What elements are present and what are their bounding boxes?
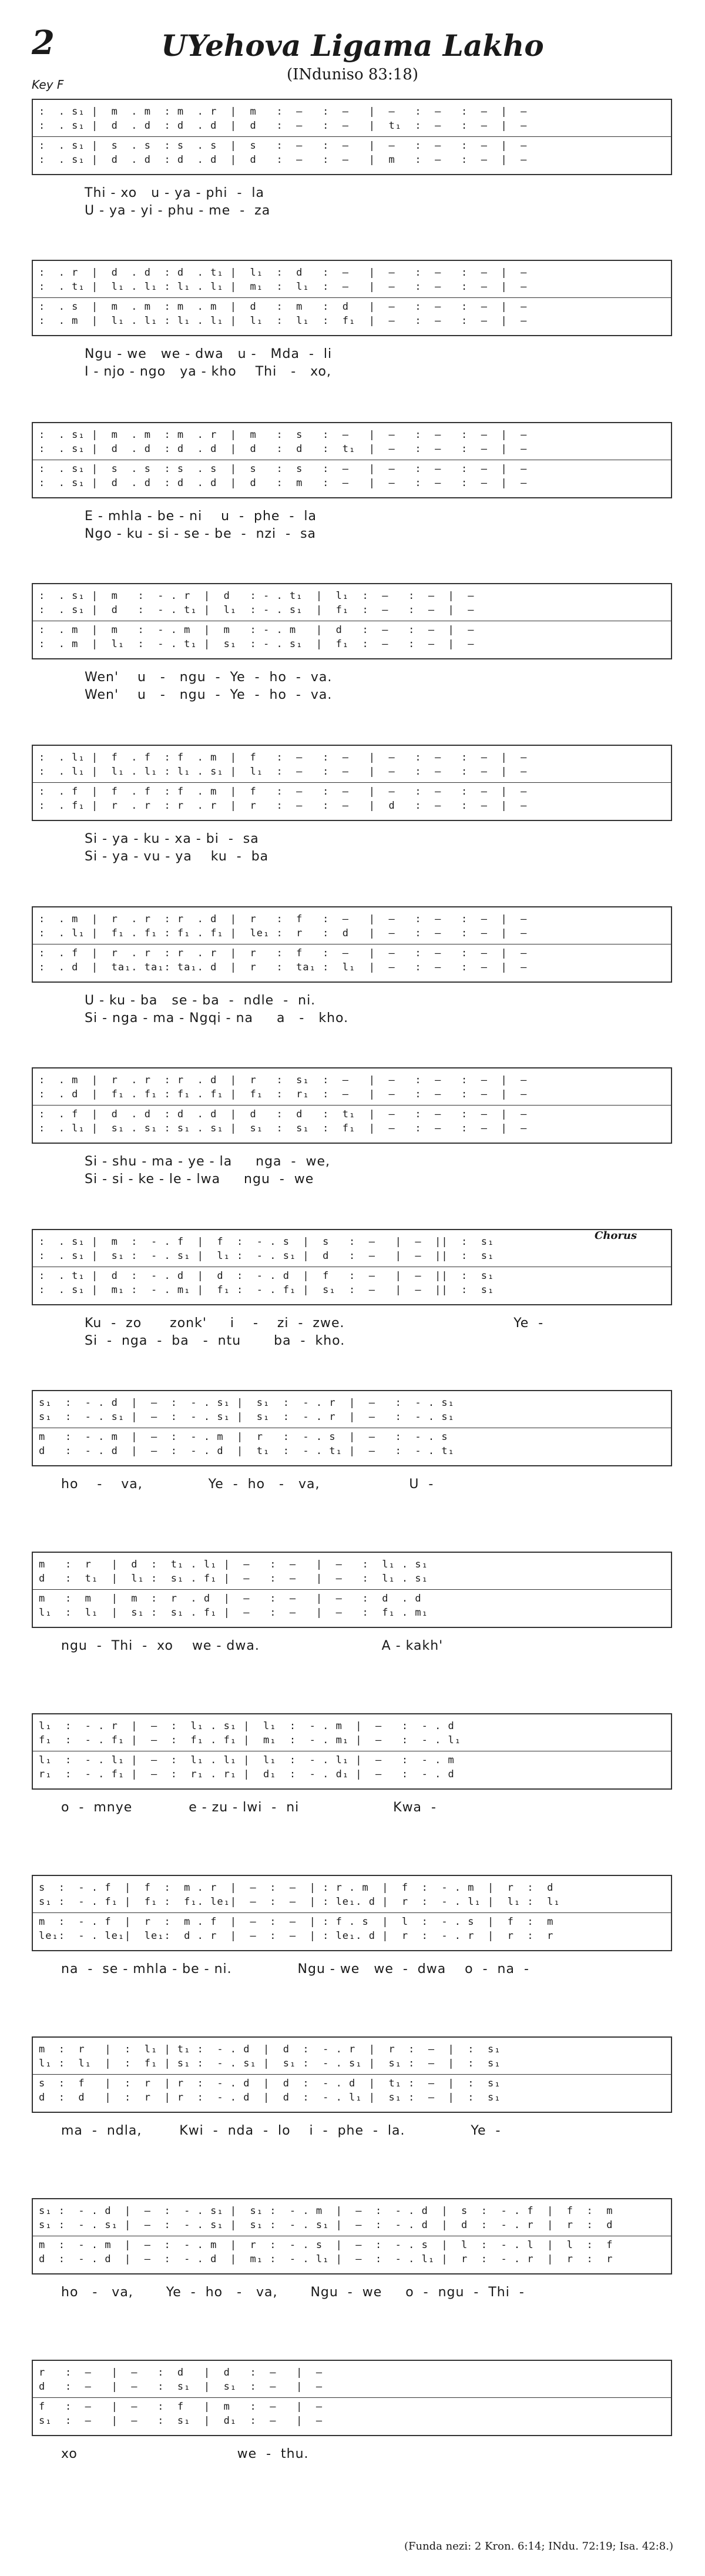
lyric-line: Si - si - ke - le - lwa ngu - we	[85, 1172, 314, 1187]
solfa-notes: d : - . d | — : - . d | t₁ : - . t₁ | — : - . t₁	[39, 1445, 455, 1457]
staff-divider	[33, 297, 671, 298]
voice-line	[33, 267, 671, 281]
voice-line	[33, 2219, 671, 2233]
staff-divider	[33, 1912, 671, 1913]
solfa-notes: d : t₁ | l₁ : s₁ . f₁ | — : — | — : l₁ . s₁	[39, 1573, 428, 1585]
solfa-notes: : . s₁ | m . m : m . r | m : s : — | — : — : — | —	[39, 429, 528, 441]
solfa-notes: : . l₁ | s₁ . s₁ : s₁ . s₁ | s₁ : s₁ : f₁ | — : — : — | —	[39, 1123, 528, 1134]
solfa-notes: d : - . d | — : - . d | m₁ : - . l₁ | — : - . l₁ | r : - . r | r : r	[39, 2253, 613, 2265]
voice-line	[33, 2058, 671, 2072]
lyric-line: Thi - xo u - ya - phi - la	[85, 186, 265, 200]
lyric-line: na - se - mhla - be - ni. Ngu - we we - dwa o - na -	[61, 1962, 529, 1977]
voice-line	[33, 1123, 671, 1137]
voice-line	[33, 154, 671, 168]
voice-line	[33, 1734, 671, 1748]
voice-line	[33, 1559, 671, 1573]
voice-line	[33, 1593, 671, 1607]
lyric-line: Ngo - ku - si - se - be - nzi - sa	[85, 527, 317, 541]
solfa-notes: d : — | — : s₁ | s₁ : — | —	[39, 2381, 323, 2393]
voice-line	[33, 1108, 671, 1123]
solfa-notes: : . l₁ | f₁ . f₁ : f₁ . f₁ | le₁ : r : d | — : — : — | —	[39, 927, 528, 939]
lyric-line: ho - va, Ye - ho - va, U -	[61, 1477, 434, 1492]
staff-divider	[33, 782, 671, 783]
solfa-notes: : . s₁ | s . s : s . s | s : — : — | — : — : — | —	[39, 140, 528, 152]
lyric-line: Si - nga - ba - ntu ba - kho.	[85, 1334, 345, 1348]
music-system	[32, 99, 672, 175]
lyric-line: Si - nga - ma - Ngqi - na a - kho.	[85, 1011, 349, 1026]
voice-line	[33, 2253, 671, 2267]
staff-divider	[33, 1105, 671, 1106]
voice-line	[33, 315, 671, 329]
lyric-line: Si - ya - vu - ya ku - ba	[85, 849, 269, 864]
solfa-notes: m : r | : l₁ | t₁ : - . d | d : - . r | r : — | : s₁	[39, 2044, 501, 2055]
voice-line	[33, 800, 671, 814]
voice-line	[33, 1411, 671, 1425]
lyric-line: U - ya - yi - phu - me - za	[85, 203, 271, 218]
solfa-notes: l₁ : l₁ | s₁ : s₁ . f₁ | — : — | — : f₁ . m₁	[39, 1607, 428, 1619]
voice-line	[33, 2092, 671, 2106]
solfa-notes: m : - . m | — : - . m | r : - . s | — : - . s | l : - . l | l : f	[39, 2239, 613, 2251]
lyric-line: ho - va, Ye - ho - va, Ngu - we o - ngu - Thi -	[61, 2285, 525, 2300]
voice-line	[33, 1397, 671, 1411]
solfa-notes: l₁ : l₁ | : f₁ | s₁ : - . s₁ | s₁ : - . s₁ | s₁ : — | : s₁	[39, 2058, 501, 2069]
voice-line	[33, 443, 671, 457]
voice-line	[33, 624, 671, 638]
music-system	[32, 745, 672, 821]
voice-line	[33, 590, 671, 604]
voice-line	[33, 962, 671, 976]
voice-line	[33, 766, 671, 780]
voice-line	[33, 2205, 671, 2219]
voice-line	[33, 1284, 671, 1298]
solfa-notes: : . s₁ | s₁ : - . s₁ | l₁ : - . s₁ | d : — | — || : s₁	[39, 1250, 495, 1262]
solfa-notes: : . d | ta₁. ta₁: ta₁. d | r : ta₁ : l₁ | — : — : — | —	[39, 962, 528, 973]
solfa-notes: d : d | : r | r : - . d | d : - . l₁ | s₁ : — | : s₁	[39, 2092, 501, 2103]
voice-line	[33, 301, 671, 315]
voice-line	[33, 2415, 671, 2429]
solfa-notes: s₁ : - . d | — : - . s₁ | s₁ : - . m | — : - . d | s : - . f | f : m	[39, 2205, 613, 2217]
voice-line	[33, 1882, 671, 1896]
solfa-notes: : . m | r . r : r . d | r : s₁ : — | — : — : — | —	[39, 1074, 528, 1086]
voice-line	[33, 2367, 671, 2381]
lyric-line: I - njo - ngo ya - kho Thi - xo,	[85, 364, 331, 379]
voice-line	[33, 752, 671, 766]
staff-divider	[33, 2074, 671, 2075]
voice-line	[33, 2078, 671, 2092]
staff-divider	[33, 136, 671, 137]
voice-line	[33, 638, 671, 652]
scripture-reference: (INduniso 83:18)	[287, 66, 418, 83]
voice-line	[33, 786, 671, 800]
voice-line	[33, 1431, 671, 1445]
voice-line	[33, 2381, 671, 2395]
music-system	[32, 1552, 672, 1628]
solfa-notes: r : — | — : d | d : — | —	[39, 2367, 323, 2379]
solfa-notes: : . m | m : - . m | m : - . m | d : — : — | —	[39, 624, 475, 636]
voice-line	[33, 463, 671, 477]
solfa-notes: : . t₁ | d : - . d | d : - . d | f : — | — || : s₁	[39, 1270, 495, 1282]
voice-line	[33, 604, 671, 618]
voice-line	[33, 1573, 671, 1587]
voice-line	[33, 1930, 671, 1944]
voice-line	[33, 477, 671, 491]
solfa-notes: : . s₁ | d . d : d . d | d : d : t₁ | — : — : — | —	[39, 443, 528, 455]
lyric-line: ngu - Thi - xo we - dwa. A - kakh'	[61, 1639, 444, 1653]
solfa-notes: : . s₁ | m . m : m . r | m : — : — | — : — : — | —	[39, 106, 528, 118]
solfa-notes: : . s | m . m : m . m | d : m : d | — : — : — | —	[39, 301, 528, 313]
solfa-notes: : . r | d . d : d . t₁ | l₁ : d : — | — : — : — | —	[39, 267, 528, 279]
solfa-notes: : . f₁ | r . r : r . r | r : — : — | d : — : — | —	[39, 800, 528, 812]
solfa-notes: : . s₁ | m : - . r | d : - . t₁ | l₁ : — : — | —	[39, 590, 475, 602]
lyric-line: Si - shu - ma - ye - la nga - we,	[85, 1154, 330, 1169]
voice-line	[33, 2239, 671, 2253]
solfa-notes: r₁ : - . f₁ | — : r₁ . r₁ | d₁ : - . d₁ | — : - . d	[39, 1768, 455, 1780]
voice-line	[33, 927, 671, 942]
music-system	[32, 1875, 672, 1951]
solfa-notes: l₁ : - . l₁ | — : l₁ . l₁ | l₁ : - . l₁ | — : - . m	[39, 1754, 455, 1766]
solfa-notes: l₁ : - . r | — : l₁ . s₁ | l₁ : - . m | — : - . d	[39, 1720, 455, 1732]
hymn-title: UYehova Ligama Lakho	[161, 28, 544, 63]
voice-line	[33, 1270, 671, 1284]
footer-references: (Funda nezi: 2 Kron. 6:14; INdu. 72:19; Isa. 42:8.)	[404, 2540, 673, 2552]
solfa-notes: : . m | l₁ . l₁ : l₁ . l₁ | l₁ : l₁ : f₁ | — : — : — | —	[39, 315, 528, 327]
lyric-line: Wen' u - ngu - Ye - ho - va.	[85, 688, 333, 702]
voice-line	[33, 913, 671, 927]
voice-line	[33, 1074, 671, 1088]
voice-line	[33, 281, 671, 295]
lyric-line: o - mnye e - zu - lwi - ni Kwa -	[61, 1800, 437, 1815]
music-system	[32, 1713, 672, 1790]
solfa-notes: : . s₁ | d . d : d . d | d : — : — | m : — : — | —	[39, 154, 528, 166]
solfa-notes: : . m | l₁ : - . t₁ | s₁ : - . s₁ | f₁ : — : — | —	[39, 638, 475, 650]
voice-line	[33, 1768, 671, 1783]
voice-line	[33, 1236, 671, 1250]
solfa-notes: m : m | m : r . d | — : — | — : d . d	[39, 1593, 422, 1604]
solfa-notes: : . s₁ | m : - . f | f : - . s | s : — | — || : s₁	[39, 1236, 495, 1248]
hymn-number: 2	[32, 24, 55, 62]
lyric-line: xo we - thu.	[61, 2447, 309, 2461]
solfa-notes: m : - . m | — : - . m | r : - . s | — : - . s	[39, 1431, 448, 1443]
lyric-line: Wen' u - ngu - Ye - ho - va.	[85, 670, 333, 685]
voice-line	[33, 1916, 671, 1930]
chorus-label: Chorus	[595, 1230, 637, 1242]
solfa-notes: s₁ : — | — : s₁ | d₁ : — | —	[39, 2415, 323, 2427]
solfa-notes: : . t₁ | l₁ . l₁ : l₁ . l₁ | m₁ : l₁ : — | — : — : — | —	[39, 281, 528, 293]
music-system	[32, 422, 672, 498]
solfa-notes: f₁ : - . f₁ | — : f₁ . f₁ | m₁ : - . m₁ | — : - . l₁	[39, 1734, 462, 1746]
solfa-notes: s : f | : r | r : - . d | d : - . d | t₁ : — | : s₁	[39, 2078, 501, 2089]
voice-line	[33, 2044, 671, 2058]
staff-divider	[33, 1589, 671, 1590]
lyric-line: E - mhla - be - ni u - phe - la	[85, 509, 317, 524]
solfa-notes: : . s₁ | m₁ : - . m₁ | f₁ : - . f₁ | s₁ : — | — || : s₁	[39, 1284, 495, 1296]
staff-divider	[33, 2397, 671, 2398]
music-system	[32, 906, 672, 983]
voice-line	[33, 106, 671, 120]
voice-line	[33, 1896, 671, 1910]
solfa-notes: : . m | r . r : r . d | r : f : — | — : — : — | —	[39, 913, 528, 925]
solfa-notes: s : - . f | f : m . r | — : — | : r . m | f : - . m | r : d	[39, 1882, 554, 1894]
voice-line	[33, 1720, 671, 1734]
solfa-notes: : . s₁ | d . d : d . d | d : m : — | — : — : — | —	[39, 477, 528, 489]
lyric-line: ma - ndla, Kwi - nda - lo i - phe - la. Ye -	[61, 2123, 501, 2138]
voice-line	[33, 1754, 671, 1768]
voice-line	[33, 429, 671, 443]
solfa-notes: : . d | f₁ . f₁ : f₁ . f₁ | f₁ : r₁ : — | — : — : — | —	[39, 1088, 528, 1100]
lyric-line: Si - ya - ku - xa - bi - sa	[85, 832, 259, 846]
solfa-notes: m : - . f | r : m . f | — : — | : f . s | l : - . s | f : m	[39, 1916, 554, 1928]
solfa-notes: s₁ : - . s₁ | — : - . s₁ | s₁ : - . r | — : - . s₁	[39, 1411, 455, 1423]
voice-line	[33, 120, 671, 134]
music-system	[32, 2360, 672, 2436]
solfa-notes: f : — | — : f | m : — | —	[39, 2401, 323, 2413]
lyric-line: U - ku - ba se - ba - ndle - ni.	[85, 993, 316, 1008]
voice-line	[33, 1445, 671, 1459]
solfa-notes: : . f | r . r : r . r | r : f : — | — : — : — | —	[39, 947, 528, 959]
voice-line	[33, 140, 671, 154]
solfa-notes: : . f | d . d : d . d | d : d : t₁ | — : — : — | —	[39, 1108, 528, 1120]
voice-line	[33, 1088, 671, 1103]
music-system	[32, 2036, 672, 2113]
music-system	[32, 1067, 672, 1144]
solfa-notes: : . s₁ | s . s : s . s | s : s : — | — : — : — | —	[39, 463, 528, 475]
solfa-notes: : . s₁ | d : - . t₁ | l₁ : - . s₁ | f₁ : — : — | —	[39, 604, 475, 616]
music-system	[32, 2198, 672, 2274]
music-system	[32, 260, 672, 336]
voice-line	[33, 947, 671, 962]
lyric-line: Ku - zo zonk' i - zi - zwe. Ye -	[85, 1316, 544, 1331]
key-signature: Key F	[32, 78, 64, 92]
solfa-notes: le₁: - . le₁| le₁: d . r | — : — | : le₁. d | r : - . r | r : r	[39, 1930, 554, 1942]
music-system	[32, 1229, 672, 1305]
solfa-notes: s₁ : - . s₁ | — : - . s₁ | s₁ : - . s₁ | — : - . d | d : - . r | r : d	[39, 2219, 613, 2231]
solfa-notes: s₁ : - . f₁ | f₁ : f₁. le₁| — : — | : le₁. d | r : - . l₁ | l₁ : l₁	[39, 1896, 560, 1908]
voice-line	[33, 2401, 671, 2415]
lyric-line: Ngu - we we - dwa u - Mda - li	[85, 347, 333, 361]
voice-line	[33, 1250, 671, 1264]
solfa-notes: : . l₁ | l₁ . l₁ : l₁ . s₁ | l₁ : — : — | — : — : — | —	[39, 766, 528, 778]
solfa-notes: s₁ : - . d | — : - . s₁ | s₁ : - . r | — : - . s₁	[39, 1397, 455, 1409]
solfa-notes: : . s₁ | d . d : d . d | d : — : — | t₁ : — : — | —	[39, 120, 528, 132]
music-system	[32, 1390, 672, 1466]
voice-line	[33, 1607, 671, 1621]
solfa-notes: : . l₁ | f . f : f . m | f : — : — | — : — : — | —	[39, 752, 528, 763]
solfa-notes: : . f | f . f : f . m | f : — : — | — : — : — | —	[39, 786, 528, 798]
solfa-notes: m : r | d : t₁ . l₁ | — : — | — : l₁ . s₁	[39, 1559, 428, 1570]
music-system	[32, 583, 672, 659]
